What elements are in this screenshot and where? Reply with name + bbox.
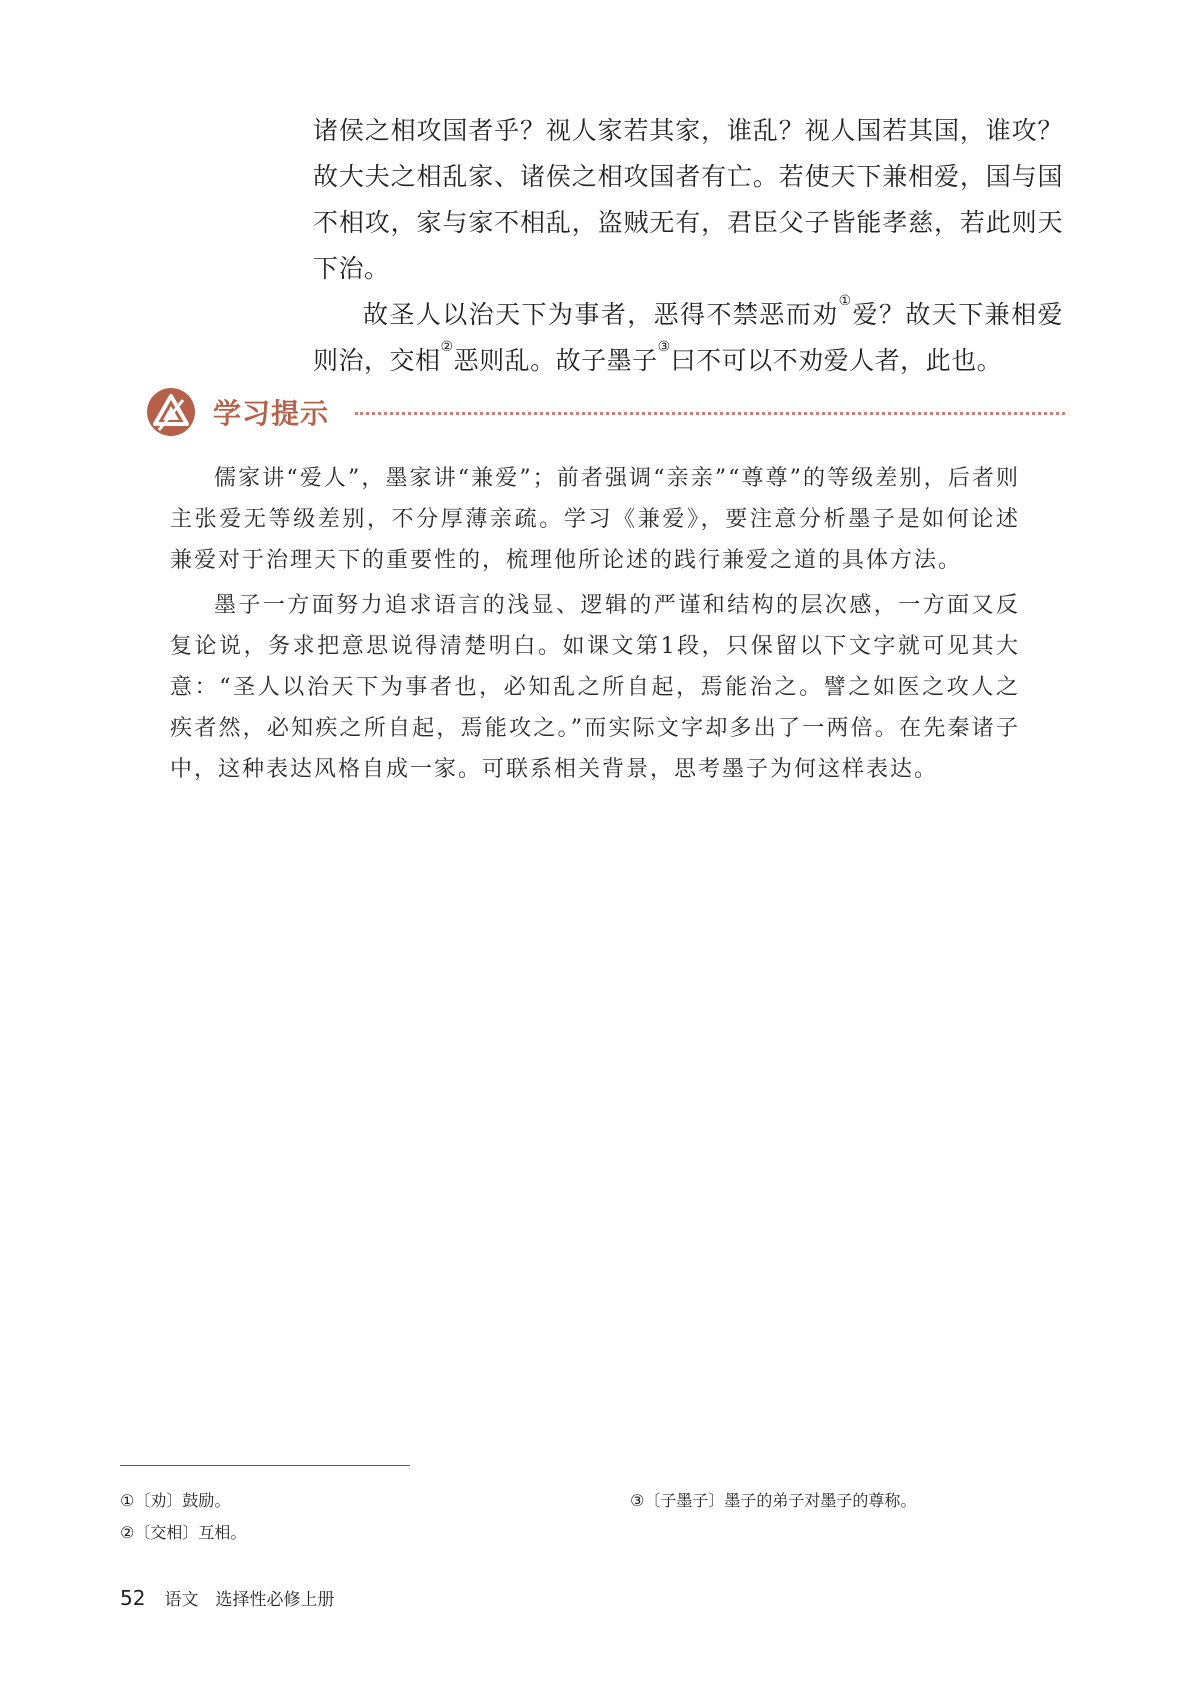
study-tip-paragraph-1: 儒家讲“爱人”，墨家讲“兼爱”；前者强调“亲亲”“尊尊”的等级差别，后者则主张爱无等级差别，不分厚薄亲疏。学习《兼爱》，要注意分析墨子是如何论述兼爱对于治理天下的重要性的，梳理他所论述的践行兼爱之道的具体方法。 xyxy=(170,466,1020,573)
footnote-divider xyxy=(120,1465,410,1466)
main-text xyxy=(313,108,1063,384)
page-number: 52 xyxy=(120,1586,146,1610)
footnote-2: ②〔交相〕互相。 xyxy=(120,1523,247,1542)
study-tip-logo-icon xyxy=(145,386,197,438)
main-paragraph-2-part-a: 故圣人以治天下为事者，恶得不禁恶而劝 xyxy=(363,300,839,329)
footnote-ref-2[interactable]: ② xyxy=(440,339,454,355)
footnote-ref-1[interactable]: ① xyxy=(838,293,853,309)
footnote-3: ③〔子墨子〕墨子的弟子对墨子的尊称。 xyxy=(630,1491,917,1510)
main-paragraph-2-part-c: 恶则乱。故子墨子 xyxy=(453,346,658,375)
study-tip-header xyxy=(145,386,1065,444)
study-tip-body xyxy=(170,458,1020,794)
book-title: 语文 选择性必修上册 xyxy=(164,1590,335,1610)
study-tip-paragraph-2: 墨子一方面努力追求语言的浅显、逻辑的严谨和结构的层次感，一方面又反复论说，务求把意思说得清楚明白。如课文第1段，只保留以下文字就可见其大意：“圣人以治天下为事者也，必知乱之所自起，焉能治之。譬之如医之攻人之疾者然，必知疾之所自起，焉能攻之。”而实际文字却多出了一两倍。在先秦诸子中，这种表达风格自成一家。可联系相关背景，思考墨子为何这样表达。 xyxy=(170,593,1020,782)
footnote-1: ①〔劝〕鼓励。 xyxy=(120,1491,231,1510)
main-paragraph-2 xyxy=(313,292,1063,384)
main-paragraph-1: 诸侯之相攻国者乎？视人家若其家，谁乱？视人国若其国，谁攻？故大夫之相乱家、诸侯之相攻国者有亡。若使天下兼相爱，国与国不相攻，家与家不相乱，盗贼无有，君臣父子皆能孝慈，若此则天下治。 xyxy=(313,116,1063,283)
footnote-ref-3[interactable]: ③ xyxy=(657,339,671,355)
study-tip-divider xyxy=(355,412,1065,415)
main-paragraph-2-part-b: 爱？故天下兼相爱则治，交相 xyxy=(313,300,1063,375)
study-tip-title: 学习提示 xyxy=(213,397,330,430)
page-footer xyxy=(120,1585,335,1610)
main-paragraph-2-part-d: 曰不可以不劝爱人者，此也。 xyxy=(670,346,1003,375)
